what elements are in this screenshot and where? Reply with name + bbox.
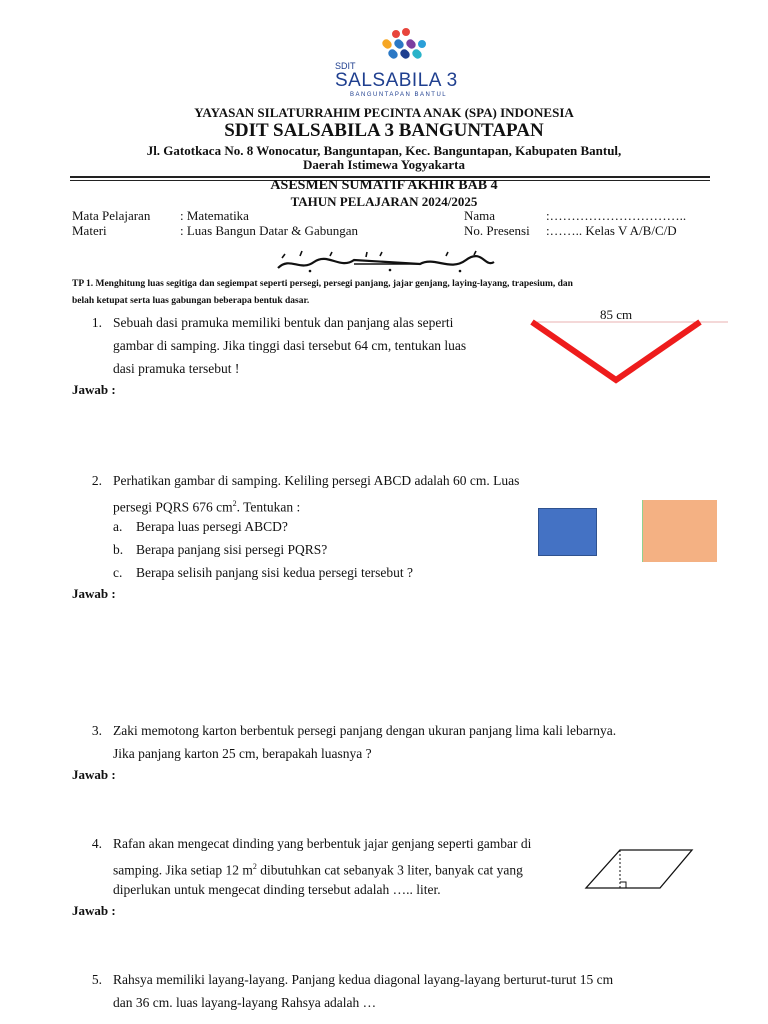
subject-value: : Matematika xyxy=(180,208,249,223)
q1-line-3: dasi pramuka tersebut ! xyxy=(113,361,240,376)
q4-line-3: diperlukan untuk mengecat dinding tersebut adalah ….. liter. xyxy=(113,882,441,897)
q4-line-1: Rafan akan mengecat dinding yang berbentuk jajar genjang seperti gambar di xyxy=(113,836,532,851)
presence-label: No. Presensi xyxy=(464,223,530,238)
q2-answer-label: Jawab : xyxy=(72,586,116,601)
q5-line-2: dan 36 cm. luas layang-layang Rahsya adalah … xyxy=(113,995,377,1010)
address-line-2: Daerah Istimewa Yogyakarta xyxy=(303,157,465,172)
tp-text-line-2: belah ketupat serta luas gabungan beberapa bentuk dasar. xyxy=(72,296,310,306)
exam-title: ASESMEN SUMATIF AKHIR BAB 4 xyxy=(270,178,498,193)
name-field[interactable]: :………………………….. xyxy=(546,208,687,223)
foundation-name: YAYASAN SILATURRAHIM PECINTA ANAK (SPA) INDONESIA xyxy=(194,105,574,120)
q2-b-text: Berapa panjang sisi persegi PQRS? xyxy=(136,542,328,557)
q5-line-1: Rahsya memiliki layang-layang. Panjang kedua diagonal layang-layang berturut-turut 15 cm xyxy=(113,972,614,987)
q2-a-text: Berapa luas persegi ABCD? xyxy=(136,519,288,534)
address-line-1: Jl. Gatotkaca No. 8 Wonocatur, Banguntapan, Kec. Banguntapan, Kabupaten Bantul, xyxy=(146,143,622,158)
q3-number: 3. xyxy=(91,723,102,738)
logo-sdit-text: SDIT xyxy=(335,61,356,71)
q4-line-2-sup: 2 xyxy=(252,862,257,871)
material-value: : Luas Bangun Datar & Gabungan xyxy=(180,223,358,238)
subject-label: Mata Pelajaran xyxy=(72,208,151,223)
q2-line-1: Perhatikan gambar di samping. Keliling persegi ABCD adalah 60 cm. Luas xyxy=(113,473,520,488)
parallelogram-figure xyxy=(584,848,694,890)
q1-number: 1. xyxy=(91,315,102,330)
q4-number: 4. xyxy=(91,836,102,851)
tp-text-line-1: TP 1. Menghitung luas segitiga dan segiempat seperti persegi, persegi panjang, jajar genjang, laying-layang, trapesium, dan xyxy=(72,279,573,289)
q2-line-2-sup: 2 xyxy=(232,499,237,508)
q3-answer-label: Jawab : xyxy=(72,767,116,782)
school-name: SDIT SALSABILA 3 BANGUNTAPAN xyxy=(224,120,544,141)
q1-line-2: gambar di samping. Jika tinggi dasi tersebut 64 cm, tentukan luas xyxy=(113,338,467,353)
tie-figure xyxy=(528,318,732,386)
q5-number: 5. xyxy=(91,972,102,987)
material-label: Materi xyxy=(72,223,107,238)
q4-line-2b: dibutuhkan cat sebanyak 3 liter, banyak cat yang xyxy=(256,862,523,878)
q2-c-text: Berapa selisih panjang sisi kedua persegi tersebut ? xyxy=(136,565,414,580)
exam-year: TAHUN PELAJARAN 2024/2025 xyxy=(290,194,478,209)
q2-b-num: b. xyxy=(113,542,124,557)
q2-number: 2. xyxy=(91,473,102,488)
square-pqrs-figure xyxy=(642,500,717,562)
square-abcd-figure xyxy=(538,508,597,556)
presence-field[interactable]: :…….. Kelas V A/B/C/D xyxy=(546,223,677,238)
tie-base-label: 85 cm xyxy=(600,307,633,322)
q1-line-1: Sebuah dasi pramuka memiliki bentuk dan panjang alas seperti xyxy=(113,315,454,330)
name-label: Nama xyxy=(464,208,496,223)
logo-subtitle: BANGUNTAPAN BANTUL xyxy=(350,92,448,98)
q1-answer-label: Jawab : xyxy=(72,382,116,397)
basmala-calligraphy xyxy=(270,250,500,276)
q4-line-2a: samping. Jika setiap 12 m xyxy=(113,862,253,878)
q2-a-num: a. xyxy=(113,519,123,534)
logo-school-name: SALSABILA 3 xyxy=(335,70,458,91)
q2-line-2b: . Tentukan : xyxy=(236,499,301,515)
q2-c-num: c. xyxy=(113,565,123,580)
q3-line-2: Jika panjang karton 25 cm, berapakah luasnya ? xyxy=(113,746,372,761)
q4-answer-label: Jawab : xyxy=(72,903,116,918)
q2-line-2a: persegi PQRS 676 cm xyxy=(113,499,233,515)
q3-line-1: Zaki memotong karton berbentuk persegi panjang dengan ukuran panjang lima kali lebarnya. xyxy=(113,723,617,738)
